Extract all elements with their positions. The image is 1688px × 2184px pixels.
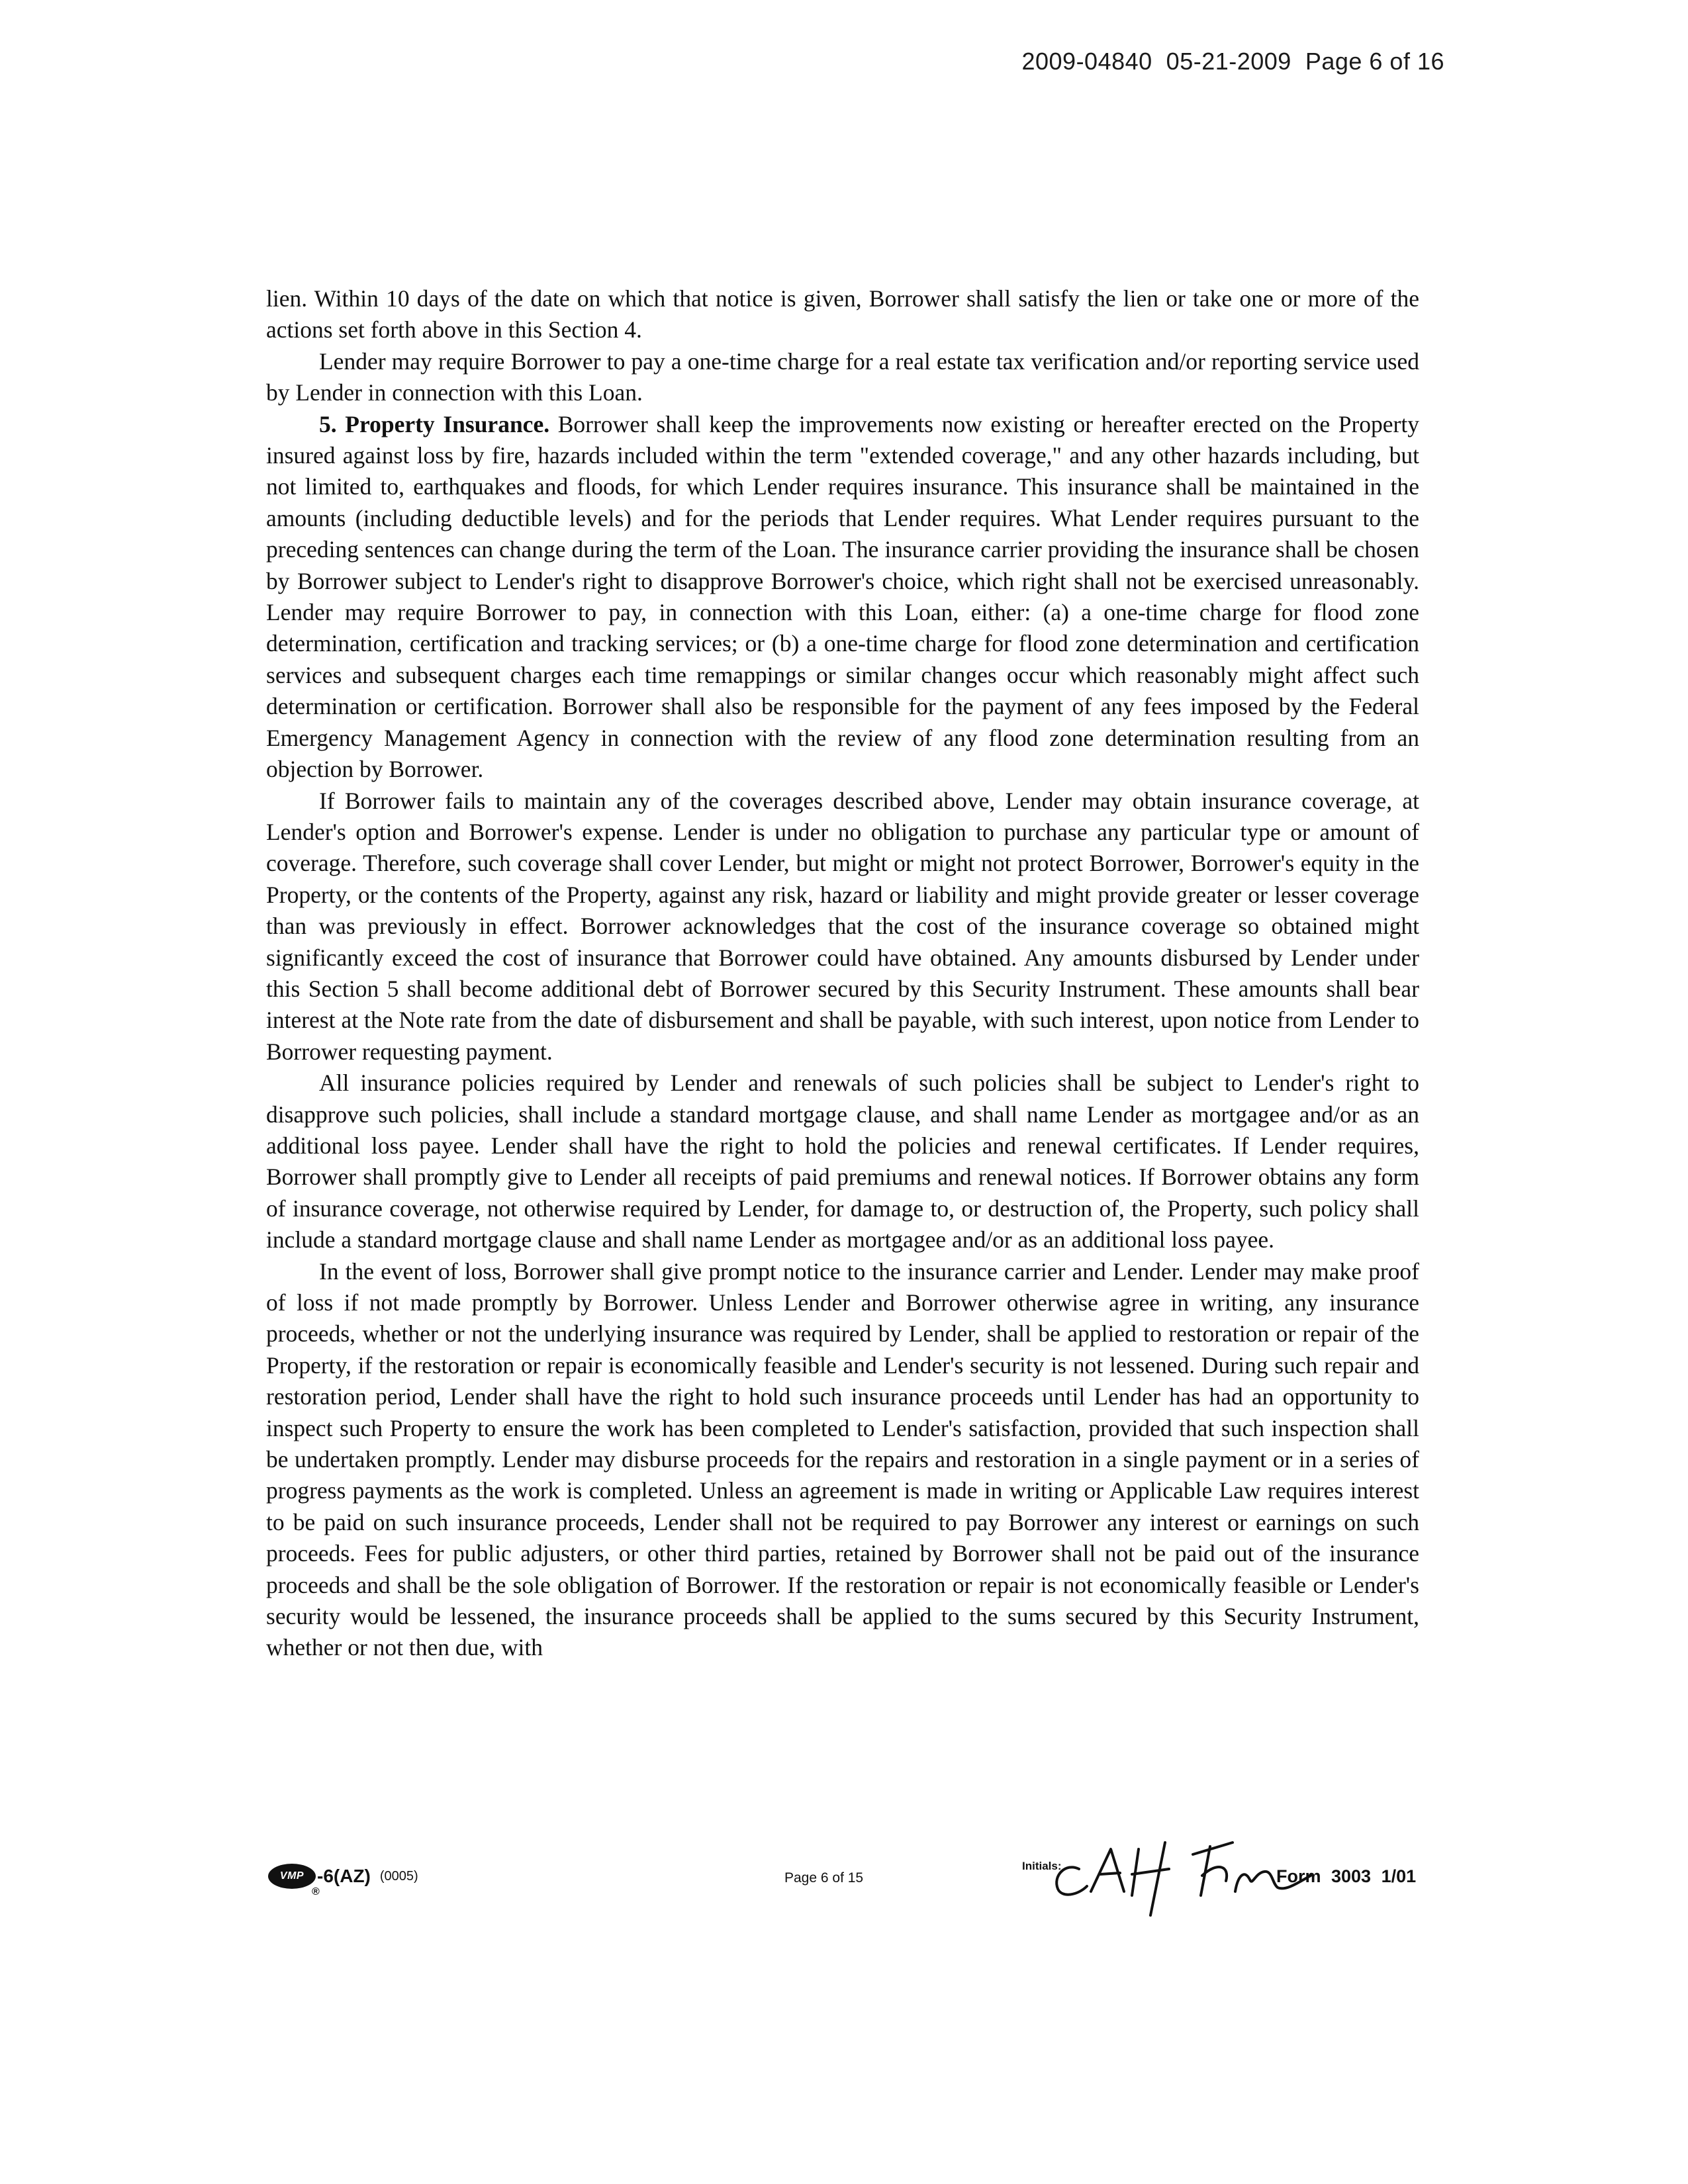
initials-label: Initials: (1022, 1860, 1062, 1872)
section-5-text: Borrower shall keep the improvements now existing or hereafter erected on the Property insured against loss by fire, hazards included within the term "extended coverage," and any other hazards including, but not limited to, earthquakes and floods, for which Lender requires insurance. This insurance shall be maintained in the amounts (including deductible levels) and for the periods that Lender requires. What Lender requires pursuant to the preceding sentences can change during the term of the Loan. The insurance carrier providing the insurance shall be chosen by Borrower subject to Lender's right to disapprove Borrower's choice, which right shall not be exercised unreasonably. Lender may require Borrower to pay, in connection with this Loan, either: (a) a one-time charge for flood zone determination, certification and tracking services; or (b) a one-time charge for flood zone determination and certification services and subsequent charges each time remappings or similar changes occur which reasonably might affect such determination or certification. Borrower shall also be responsible for the payment of any fees imposed by the Federal Emergency Management Agency in connection with the review of any flood zone determination resulting from an objection by Borrower. (266, 410, 1419, 783)
registered-mark: ® (312, 1886, 320, 1897)
paragraph-event-of-loss: In the event of loss, Borrower shall give prompt notice to the insurance carrier and Lender. Lender may make proof of loss if not made promptly by Borrower. Unless Lender and Borrower otherwise agree in writing, any insurance proceeds, whether or not the underlying insurance was required by Lender, shall be applied to restoration or repair of the Property, if the restoration or repair is economically feasible and Lender's security is not lessened. During such repair and restoration period, Lender shall have the right to hold such insurance proceeds until Lender has had an opportunity to inspect such Property to ensure the work has been completed to Lender's satisfaction, provided that such inspection shall be undertaken promptly. Lender may disburse proceeds for the repairs and restoration in a single payment or in a series of progress payments as the work is completed. Unless an agreement is made in writing or Applicable Law requires interest to be paid on such insurance proceeds, Lender shall not be required to pay Borrower any interest or earnings on such proceeds. Fees for public adjusters, or other third parties, retained by Borrower shall not be paid out of the insurance proceeds and shall be the sole obligation of Borrower. If the restoration or repair is not economically feasible or Lender's security would be lessened, the insurance proceeds shall be applied to the sums secured by this Security Instrument, whether or not then due, with (266, 1257, 1419, 1661)
form-date: (0005) (379, 1868, 418, 1884)
recording-stamp: 2009-04840 05-21-2009 Page 6 of 16 (1021, 48, 1444, 75)
page-footer (0, 1846, 1688, 1926)
footer-page-number: Page 6 of 15 (784, 1870, 864, 1886)
section-5-heading: 5. Property Insurance. (319, 410, 550, 437)
paragraph-property-insurance (266, 409, 1419, 786)
paragraph-lien-continuation: lien. Within 10 days of the date on which that notice is given, Borrower shall satisfy the lien or take one or more of the actions set forth above in this Section 4. (266, 285, 1419, 343)
form-number: Form 3003 1/01 (1276, 1866, 1417, 1886)
vmp-oval-icon: VMP (268, 1864, 316, 1889)
paragraph-insurance-policies: All insurance policies required by Lender and renewals of such policies shall be subject to Lender's right to disapprove such policies, shall include a standard mortgage clause, and shall name Lender as mortgagee and/or as an additional loss payee. Lender shall have the right to hold the policies and renewal certificates. If Lender requires, Borrower shall promptly give to Lender all receipts of paid premiums and renewal notices. If Borrower obtains any form of insurance coverage, not otherwise required by Lender, for damage to, or destruction of, the Property, such policy shall include a standard mortgage clause and shall name Lender as mortgagee and/or as an additional loss payee. (266, 1069, 1419, 1253)
form-code: -6(AZ) (317, 1866, 371, 1886)
paragraph-coverage-failure: If Borrower fails to maintain any of the coverages described above, Lender may obtain insurance coverage, at Lender's option and Borrower's expense. Lender is under no obligation to purchase any particular type or amount of coverage. Therefore, such coverage shall cover Lender, but might or might not protect Borrower, Borrower's equity in the Property, or the contents of the Property, against any risk, hazard or liability and might provide greater or lesser coverage than was previously in effect. Borrower acknowledges that the cost of the insurance coverage so obtained might significantly exceed the cost of insurance that Borrower could have obtained. Any amounts disbursed by Lender under this Section 5 shall become additional debt of Borrower secured by this Security Instrument. These amounts shall bear interest at the Note rate from the date of disbursement and shall be payable, with such interest, upon notice from Lender to Borrower requesting payment. (266, 787, 1419, 1065)
paragraph-tax-verification: Lender may require Borrower to pay a one-time charge for a real estate tax verification and/or reporting service used by Lender in connection with this Loan. (266, 347, 1419, 406)
document-body (266, 283, 1419, 1664)
vmp-logo (268, 1864, 418, 1897)
signature-initials-icon (1039, 1823, 1317, 1922)
